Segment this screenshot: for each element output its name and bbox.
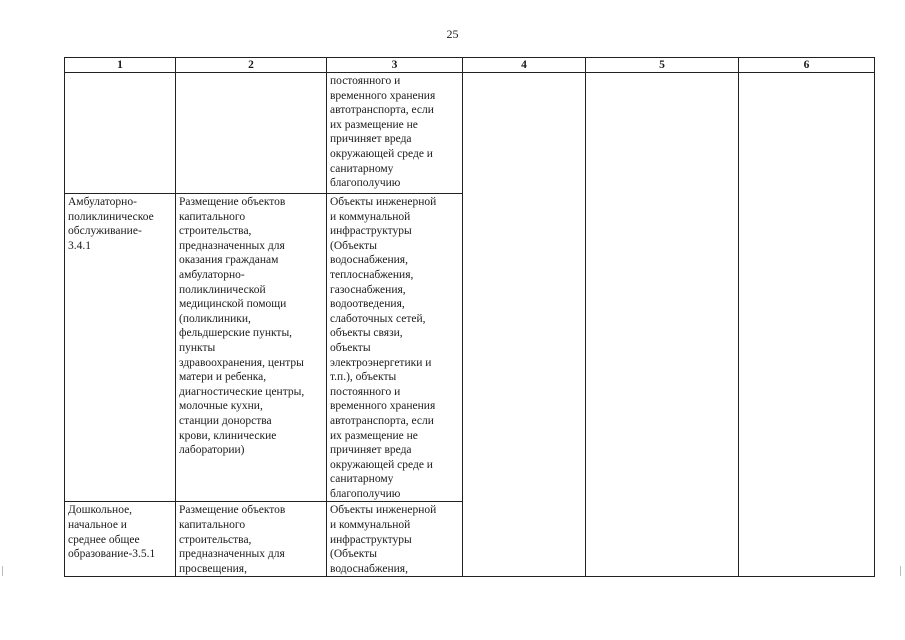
column-header-1: 1 <box>65 58 176 73</box>
row-education-col2: Размещение объектов капитального строительства, предназначенных для просвещения, <box>176 502 327 577</box>
scan-edge-mark-right <box>900 566 901 576</box>
header-row <box>65 58 875 73</box>
column-header-5: 5 <box>586 58 739 73</box>
row-education-col3: Объекты инженерной и коммунальной инфраструктуры (Объекты водоснабжения, <box>327 502 463 577</box>
column-header-4: 4 <box>463 58 586 73</box>
row-ambulatory-col1: Амбулаторно- поликлиническое обслуживание- 3.4.1 <box>65 194 176 502</box>
merged-cell-col6 <box>739 73 875 577</box>
column-header-3: 3 <box>327 58 463 73</box>
scan-edge-mark-left <box>2 566 3 576</box>
row-continuation-col1 <box>65 73 176 194</box>
row-continuation-col2 <box>176 73 327 194</box>
table-row <box>65 73 875 194</box>
merged-cell-col5 <box>586 73 739 577</box>
land-use-table <box>64 57 875 577</box>
column-header-6: 6 <box>739 58 875 73</box>
merged-cell-col4 <box>463 73 586 577</box>
row-continuation-col3: постоянного и временного хранения автотранспорта, если их размещение не причиняет вреда окружающей среде и санитарному благополучию <box>327 73 463 194</box>
page-number: 25 <box>446 27 459 41</box>
row-education-col1: Дошкольное, начальное и среднее общее образование-3.5.1 <box>65 502 176 577</box>
row-ambulatory-col3: Объекты инженерной и коммунальной инфраструктуры (Объекты водоснабжения, теплоснабжения, газоснабжения, водоотведения, слаботочных сетей, объекты связи, объекты электроэнергетики и т.п.), объекты постоянного и временного хранения автотранспорта, если их размещение не причиняет вреда окружающей среде и санитарному благополучию <box>327 194 463 502</box>
row-ambulatory-col2: Размещение объектов капитального строительства, предназначенных для оказания гражданам амбулаторно- поликлинической медицинской помощи (поликлиники, фельдшерские пункты, пункты здравоохранения, центры матери и ребенка, диагностические центры, молочные кухни, станции донорства крови, клинические лаборатории) <box>176 194 327 502</box>
column-header-2: 2 <box>176 58 327 73</box>
